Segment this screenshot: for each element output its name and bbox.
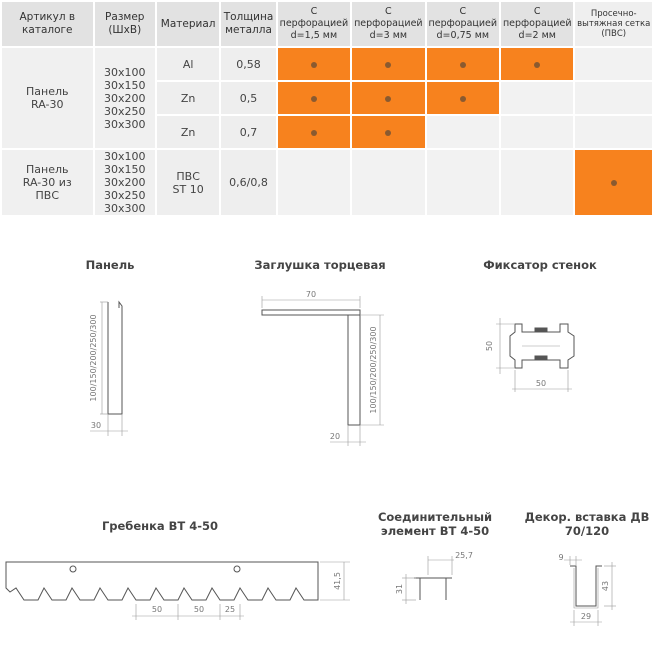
- comb-drawing: [6, 562, 350, 620]
- thickness-cell: 0,6/0,8: [221, 150, 275, 215]
- article-cell: Панель RA-30 из ПВС: [2, 150, 93, 215]
- connector-width-dim: 25,7: [455, 551, 473, 560]
- thickness-cell: 0,5: [221, 82, 275, 114]
- wall-clip-width-dim: 50: [535, 379, 547, 388]
- material-cell: ПВС ST 10: [157, 150, 219, 215]
- insert-drawing: [558, 553, 616, 626]
- header-article: Артикул в каталоге: [2, 2, 93, 46]
- wall-clip-title: Фиксатор стенок: [483, 258, 597, 272]
- comb-dim-1: 50: [151, 605, 163, 614]
- insert-top-dim: 9: [558, 553, 564, 562]
- comb-dim-3: 25: [224, 605, 236, 614]
- insert-width-dim: 29: [580, 612, 592, 621]
- material-cell: Al: [157, 48, 219, 80]
- end-cap-top-dim: 70: [305, 290, 317, 299]
- size-cell: 30x100 30x150 30x200 30x250 30x300: [95, 48, 155, 148]
- thickness-cell: 0,58: [221, 48, 275, 80]
- insert-height-dim: 43: [601, 580, 610, 592]
- header-material: Материал: [157, 2, 219, 46]
- header-perforation-1-5: С перфорацией d=1,5 мм: [278, 2, 350, 46]
- material-cell: Zn: [157, 116, 219, 148]
- connector-title: Соединительный элемент ВТ 4-50: [377, 510, 493, 538]
- connector-drawing: [395, 551, 473, 604]
- connector-height-dim: 31: [395, 583, 404, 595]
- end-cap-drawing: [262, 290, 384, 446]
- article-cell: Панель RA-30: [2, 48, 93, 148]
- header-size: Размер (ШхВ): [95, 2, 155, 46]
- panel-height-dim: 100/150/200/250/300: [89, 314, 98, 402]
- material-cell: Zn: [157, 82, 219, 114]
- wall-clip-drawing: [485, 318, 574, 392]
- panel-title: Панель: [85, 258, 135, 272]
- header-perforation-0-75: С перфорацией d=0,75 мм: [427, 2, 499, 46]
- panel-drawing: [89, 302, 128, 436]
- size-cell: 30x100 30x150 30x200 30x250 30x300: [95, 150, 155, 215]
- header-perforation-2: С перфорацией d=2 мм: [501, 2, 573, 46]
- end-cap-title: Заглушка торцевая: [254, 258, 386, 272]
- comb-height-dim: 41,5: [333, 572, 342, 590]
- end-cap-height-dim: 100/150/200/250/300: [369, 326, 378, 414]
- comb-title: Гребенка ВТ 4-50: [101, 519, 219, 533]
- thickness-cell: 0,7: [221, 116, 275, 148]
- comb-dim-2: 50: [193, 605, 205, 614]
- header-perforation-3: С перфорацией d=3 мм: [352, 2, 424, 46]
- header-pvs: Просечно-вытяжная сетка (ПВС): [575, 2, 652, 46]
- header-thickness: Толщина металла: [221, 2, 275, 46]
- end-cap-width-dim: 20: [329, 432, 341, 441]
- wall-clip-height-dim: 50: [485, 340, 494, 352]
- panel-width-dim: 30: [90, 421, 102, 430]
- insert-title: Декор. вставка ДВ 70/120: [524, 510, 650, 538]
